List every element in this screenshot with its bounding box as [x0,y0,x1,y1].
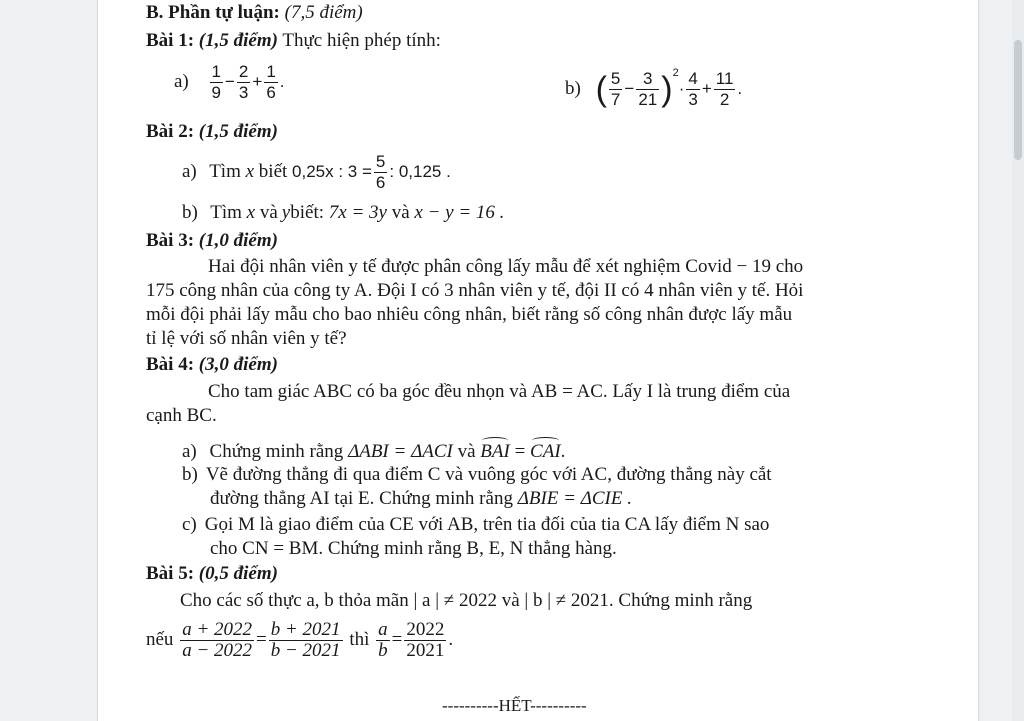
bai1-b: b) ( $\frac{5}{7}$ − $\frac{3}{21}$ )$^2$· $\frac{4}{3}$ + $\frac{11}{2}$ . [565,67,743,110]
fraction: $\frac{b + 2021}{b - 2021}$ [270,619,341,661]
bai4-points: (3,0 điểm) [198,354,278,375]
bai1-points: (1,5 điểm) [198,30,278,51]
bai1-a-label: a) [174,70,189,92]
bai1-heading [146,30,441,52]
bai3-heading [146,230,278,252]
fraction: $\frac{1}{9}$ [211,62,221,102]
fraction: $\frac{4}{3}$ [688,69,698,110]
bai4-heading [146,354,278,376]
bai5-heading [146,563,278,585]
bai4-line: cạnh BC. [146,405,217,426]
section-points: (7,5 điểm) [284,2,363,23]
section-header [146,2,363,24]
bai5-points: (0,5 điểm) [198,563,278,584]
bai3-line: tỉ lệ với số nhân viên y tế? [146,328,347,349]
bai2-label: Bài 2: [146,121,195,142]
fraction: $\frac{2}{3}$ [238,62,249,102]
fraction: $\frac{a}{b}$ [378,619,388,661]
bai1-a: a) $\frac{1}{9}$ − $\frac{2}{3}$ + $\frac{1}{6}$ . [174,62,285,102]
bai2-points: (1,5 điểm) [198,121,278,142]
fraction: $\frac{a + 2022}{a - 2022}$ [182,619,253,661]
scrollbar-thumb[interactable] [1014,40,1022,160]
bai4-line: Cho tam giác ABC có ba góc đều nhọn và AB = AC. Lấy I là trung điểm của [208,381,791,402]
vertical-scrollbar[interactable] [1012,0,1024,721]
bai3-line: 175 công nhân của công ty A. Đội I có 3 nhân viên y tế, đội II có 4 nhân viên y tế. Hỏi [146,280,804,301]
fraction: $\frac{1}{6}$ [266,62,276,102]
fraction: $\frac{5}{7}$ [610,69,621,110]
bai2-b: b) Tìm x và ybiết: 7x = 3y và x − y = 16 . [182,202,505,223]
bai5-condition: nếu $\frac{a + 2022}{a - 2022}$ = $\frac{b + 2021}{b - 2021}$ thì $\frac{a}{b}$ = $\frac{2022}{2021}$ . [146,619,454,661]
bai2-b-label: b) [182,202,198,223]
fraction: $\frac{3}{21}$ [638,69,658,110]
fraction: $\frac{5}{6}$ [375,152,386,192]
bai1-b-label: b) [565,78,581,99]
bai4-label: Bài 4: [146,354,195,375]
bai4-b-label: b) [182,464,198,485]
angle-cai: CAI [530,437,561,463]
bai1-task: Thực hiện phép tính: [282,30,441,51]
bai3-line: Hai đội nhân viên y tế được phân công lấy mẫu để xét nghiệm Covid − 19 cho [208,256,804,277]
bai4-a-label: a) [182,441,197,462]
bai4-c: c) Gọi M là giao điểm của CE với AB, trên tia đối của tia CA lấy điểm N sao cho CN = BM. Chứng minh rằng B, E, N thẳng hàng. [182,514,770,559]
bai5-label: Bài 5: [146,563,195,584]
bai3-label: Bài 3: [146,230,195,251]
fraction: $\frac{2022}{2021}$ [406,619,445,661]
bai4-c-label: c) [182,514,197,535]
end-marker: ----------HẾT---------- [442,696,587,715]
fraction: $\frac{11}{2}$ [715,69,734,110]
bai4-body [146,380,790,428]
section-label: B. Phần tự luận: [146,2,280,23]
bai5-line1: Cho các số thực a, b thỏa mãn | a | ≠ 2022 và | b | ≠ 2021. Chứng minh rằng [180,590,753,611]
bai1-label: Bài 1: [146,30,195,51]
bai2-a-label: a) [182,160,197,182]
document-page [97,0,979,721]
bai2-a: a) Tìm x biết 0,25x : 3 = $\frac{5}{6}$ : 0,125 . [182,152,451,192]
bai4-a: a) Chứng minh rằng ΔABI = ΔACI và BAI = CAI. [182,437,565,463]
angle-bai: BAI [480,437,510,463]
bai4-b: b) Vẽ đường thẳng đi qua điểm C và vuông góc với AC, đường thẳng này cắt đường thẳng AI tại E. Chứng minh rằng ΔBIE = ΔCIE . [182,464,772,509]
bai3-line: mỗi đội phải lấy mẫu cho bao nhiêu công nhân, biết rằng số công nhân được lấy mẫu [146,304,793,325]
bai2-heading [146,121,278,143]
bai3-points: (1,0 điểm) [198,230,278,251]
bai3-body [146,255,803,351]
